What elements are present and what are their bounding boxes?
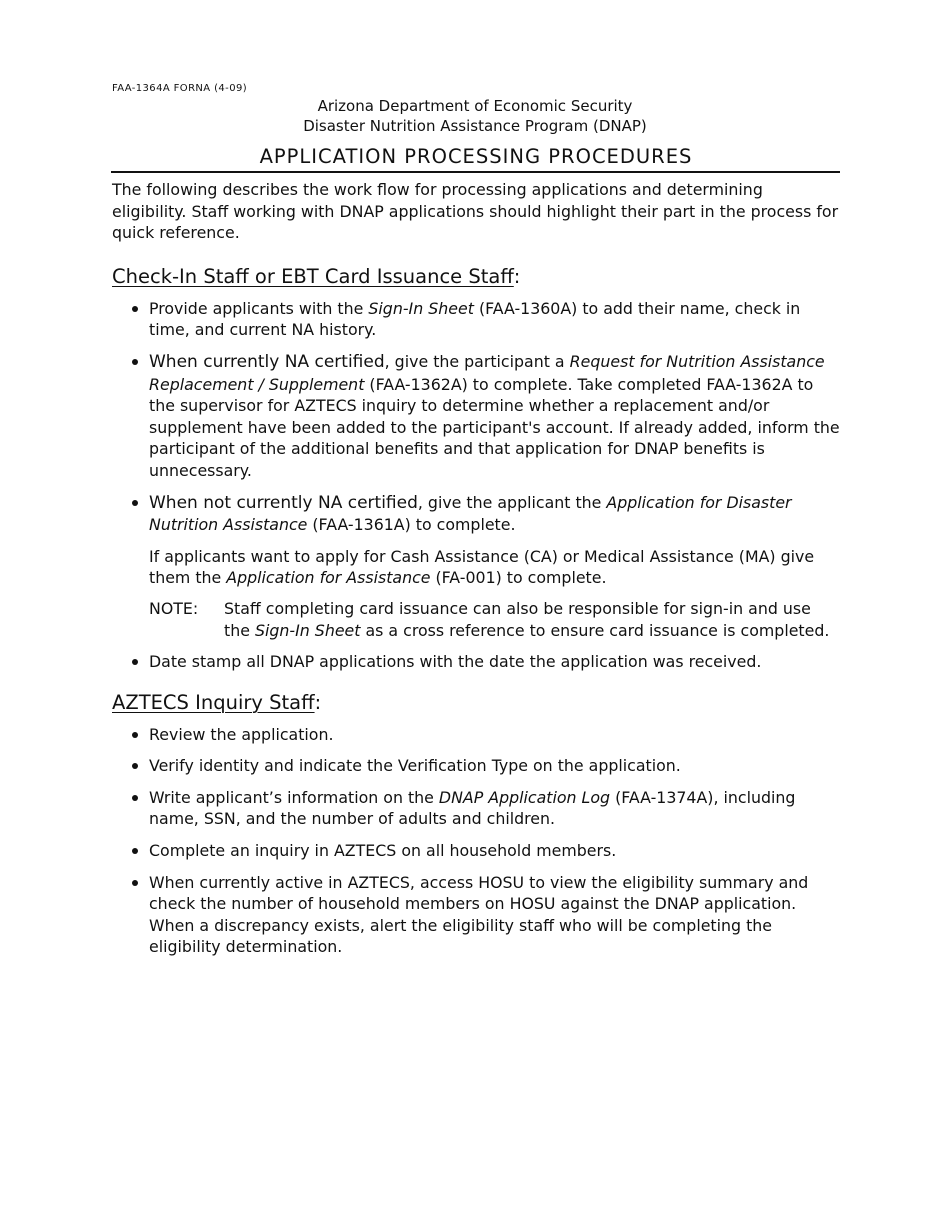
program-name: Disaster Nutrition Assistance Program (DNAP) bbox=[303, 117, 647, 135]
heading-colon: : bbox=[513, 264, 521, 288]
intro-paragraph: The following describes the work flow for processing applications and determining eligibility. Staff working with DNAP applications should highlight their part in the process for quick reference. bbox=[112, 180, 839, 243]
text-run: Provide applicants with the bbox=[149, 298, 369, 318]
list-item bbox=[112, 724, 840, 746]
list-item bbox=[112, 298, 840, 341]
agency-block bbox=[0, 96, 950, 136]
list-item bbox=[112, 872, 840, 958]
condition-lead: When currently NA certified bbox=[149, 351, 385, 372]
text-run: , give the applicant the bbox=[417, 492, 607, 512]
form-name: Application for Disaster Nutrition Assistance bbox=[149, 492, 792, 535]
list-item bbox=[112, 351, 840, 482]
section-check-in bbox=[112, 265, 840, 673]
text-run: Review the application. bbox=[149, 724, 334, 744]
text-run: (FAA-1362A) to complete. Take completed FAA-1362A to the supervisor for AZTECS inquiry to determine whether a replacement and/or supplement have been added to the participant's account. If already added, inform the participant of the additional benefits and that application for DNAP benefits is unnecessary. bbox=[149, 374, 840, 480]
sub-paragraph bbox=[149, 546, 840, 589]
list-item bbox=[112, 755, 840, 777]
text-run: (FAA-1361A) to complete. bbox=[307, 515, 516, 535]
list-item bbox=[112, 492, 840, 642]
bullet-icon bbox=[132, 732, 138, 738]
bullet-icon bbox=[132, 500, 138, 506]
bullet-list bbox=[112, 298, 840, 673]
text-run: , give the participant a bbox=[384, 351, 570, 371]
text-run: Write applicant’s information on the bbox=[149, 787, 439, 807]
condition-lead: When not currently NA certified bbox=[149, 492, 418, 513]
document-body bbox=[112, 179, 840, 968]
form-name: Sign-In Sheet bbox=[368, 298, 474, 318]
bullet-icon bbox=[132, 359, 138, 365]
text-run: (FAA-1374A), including name, SSN, and the number of adults and children. bbox=[149, 787, 796, 829]
form-name: Sign-In Sheet bbox=[254, 620, 361, 640]
note-label: NOTE: bbox=[149, 598, 199, 618]
list-item bbox=[112, 787, 840, 830]
agency-name: Arizona Department of Economic Security bbox=[317, 97, 633, 115]
text-run: as a cross reference to ensure card issuance is completed. bbox=[360, 620, 830, 640]
bullet-list bbox=[112, 724, 840, 958]
note-block bbox=[149, 598, 840, 641]
form-name: Application for Assistance bbox=[226, 568, 431, 588]
page-title: APPLICATION PROCESSING PROCEDURES bbox=[259, 145, 693, 168]
title-rule bbox=[111, 171, 840, 173]
heading-colon: : bbox=[314, 690, 322, 714]
text-run: Complete an inquiry in AZTECS on all household members. bbox=[149, 841, 617, 861]
section-heading bbox=[112, 691, 840, 715]
text-run: When currently active in AZTECS, access HOSU to view the eligibility summary and check the number of household members on HOSU against the DNAP application. When a discrepancy exists, alert the eligibility staff who will be completing the eligibility determination. bbox=[149, 872, 809, 957]
text-run: If applicants want to apply for Cash Assistance (CA) or Medical Assistance (MA) give them the bbox=[149, 546, 815, 588]
list-item bbox=[112, 840, 840, 862]
section-aztecs-inquiry bbox=[112, 691, 840, 958]
text-run: Verify identity and indicate the Verification Type on the application. bbox=[149, 756, 681, 776]
text-run: (FA-001) to complete. bbox=[430, 568, 607, 588]
bullet-icon bbox=[132, 795, 138, 801]
form-name: Request for Nutrition Assistance Replacement / Supplement bbox=[149, 351, 825, 394]
section-heading-text: AZTECS Inquiry Staff bbox=[112, 690, 315, 714]
section-heading-text: Check-In Staff or EBT Card Issuance Staff bbox=[112, 264, 514, 288]
form-id: FAA-1364A FORNA (4-09) bbox=[112, 83, 248, 94]
note-body bbox=[224, 598, 840, 641]
bullet-icon bbox=[132, 659, 138, 665]
section-heading bbox=[112, 265, 840, 289]
text-run: Staff completing card issuance can also be responsible for sign-in and use the bbox=[224, 598, 811, 640]
bullet-icon bbox=[132, 848, 138, 854]
text-run: (FAA-1360A) to add their name, check in time, and current NA history. bbox=[149, 298, 801, 340]
list-item bbox=[112, 651, 840, 673]
form-name: DNAP Application Log bbox=[438, 787, 611, 807]
bullet-icon bbox=[132, 763, 138, 769]
bullet-icon bbox=[132, 880, 138, 886]
text-run: Date stamp all DNAP applications with the date the application was received. bbox=[149, 652, 762, 672]
bullet-icon bbox=[132, 306, 138, 312]
